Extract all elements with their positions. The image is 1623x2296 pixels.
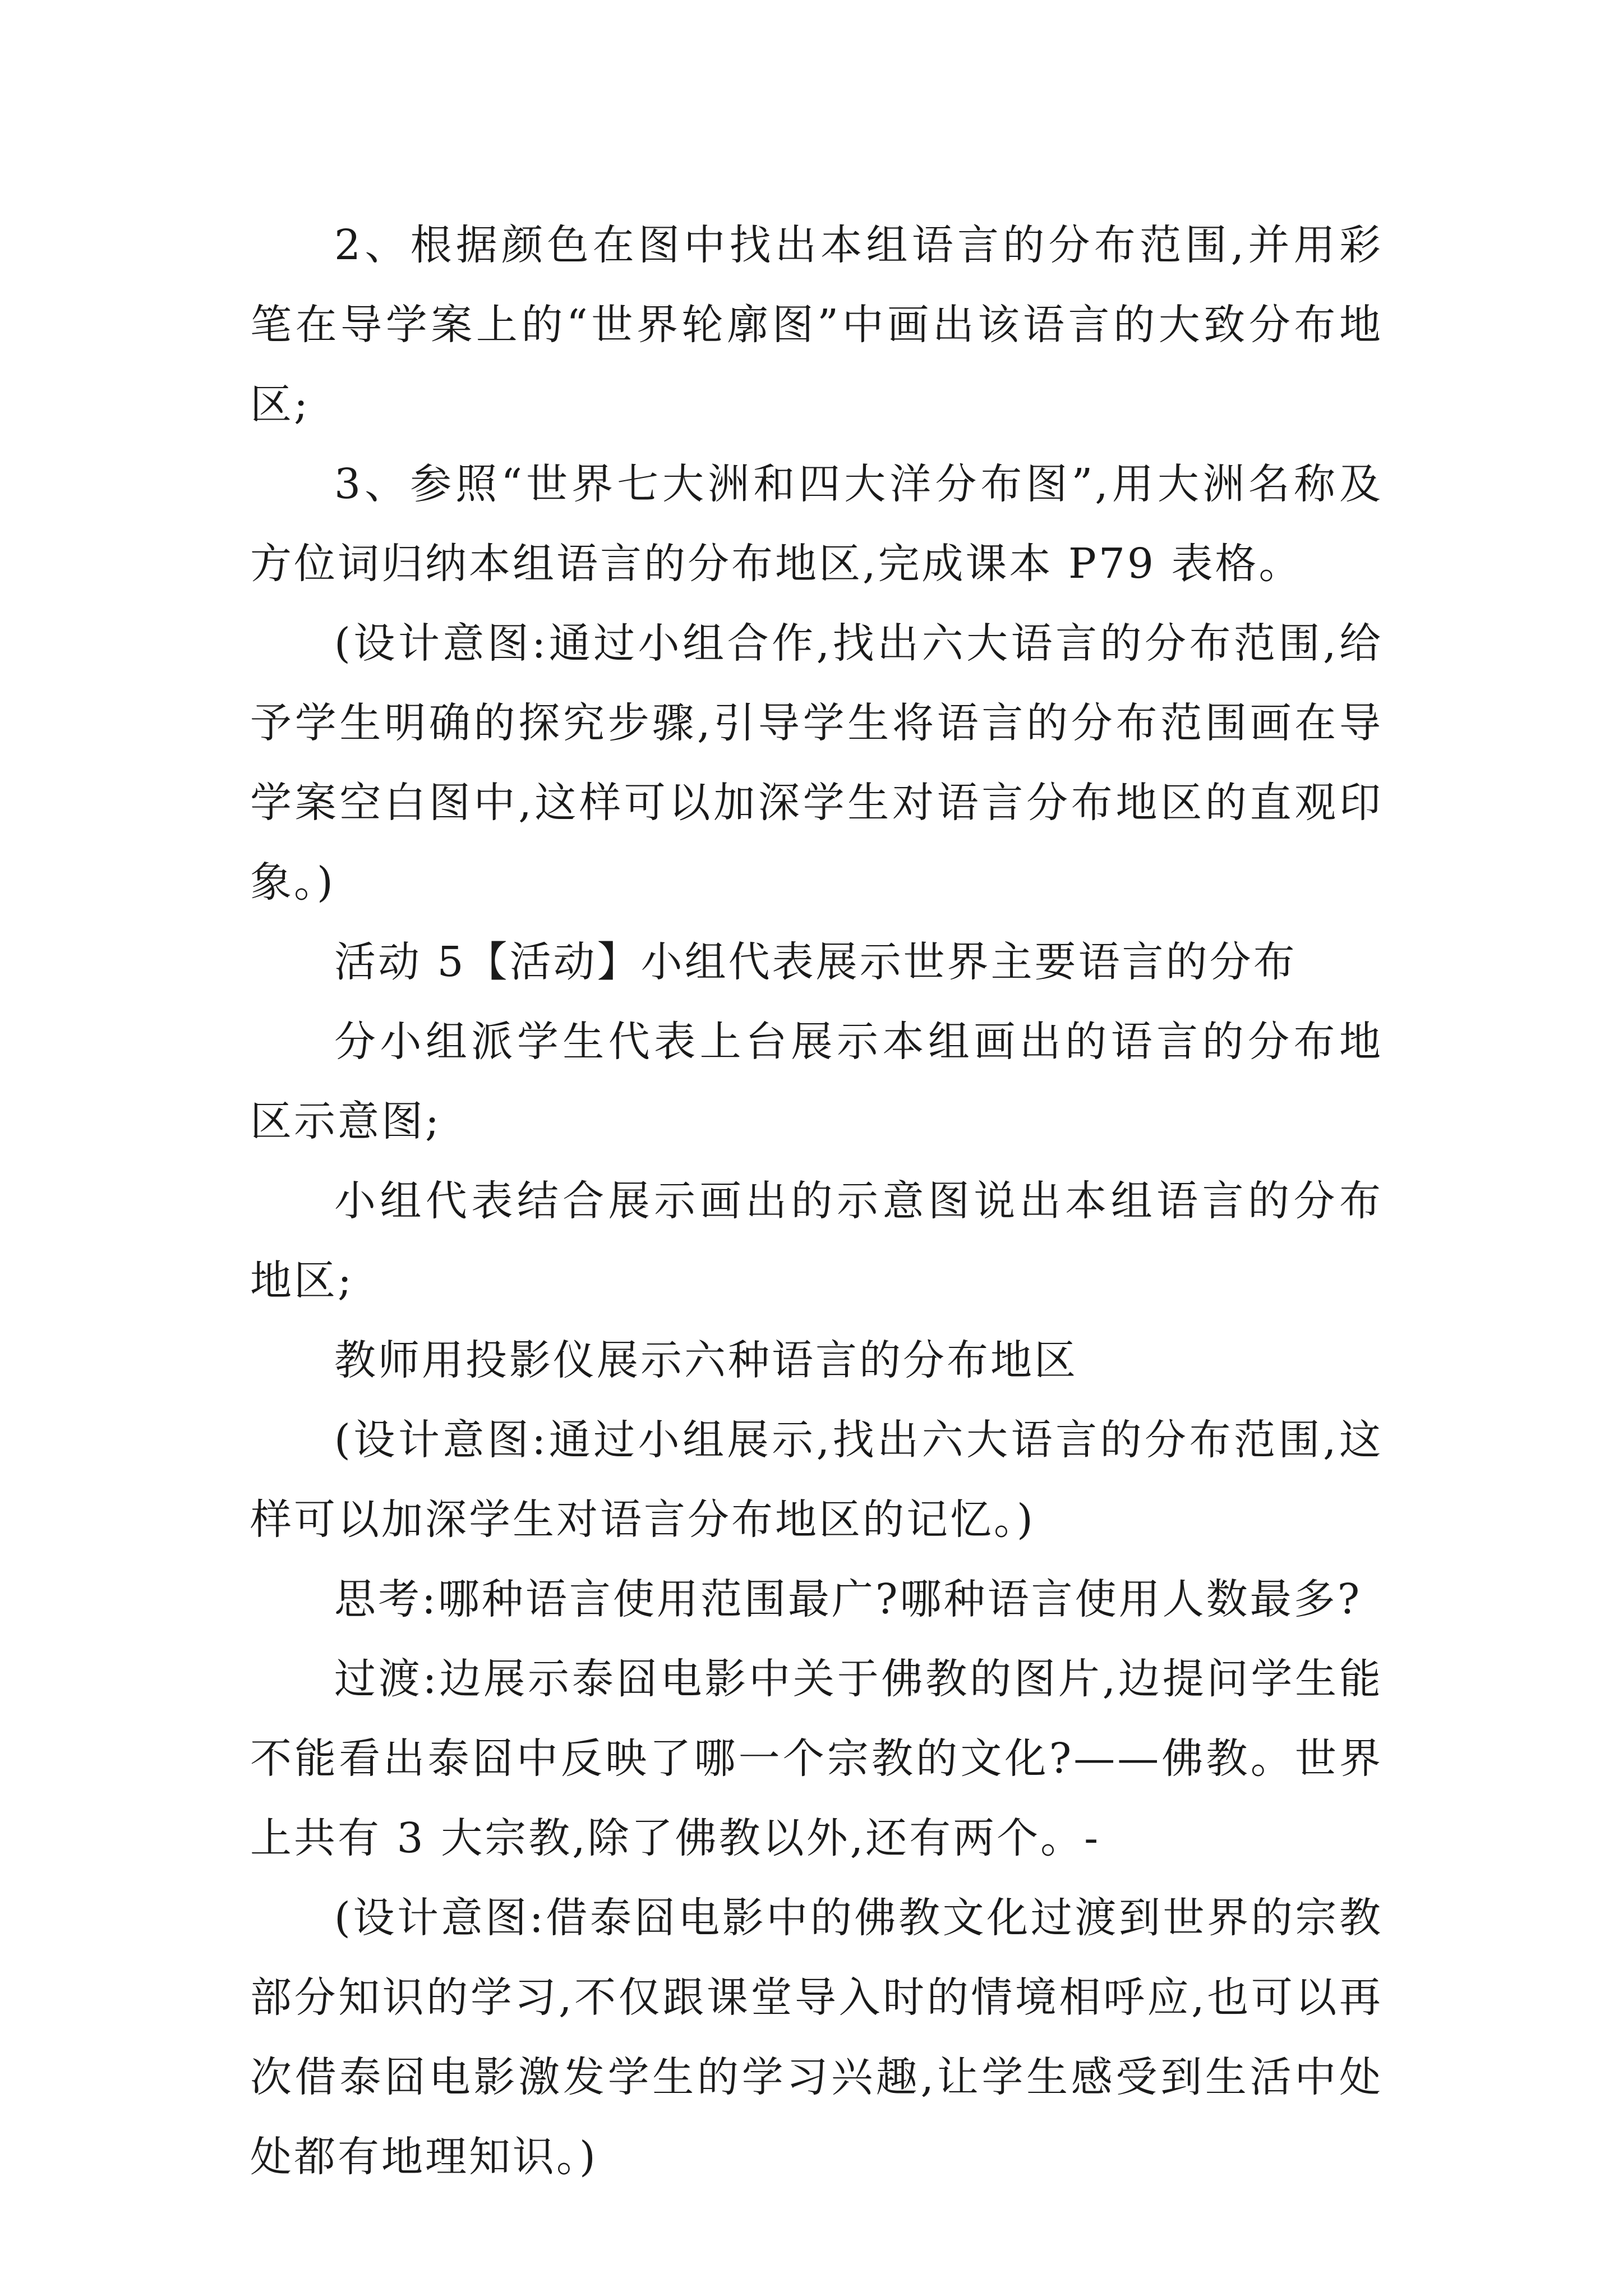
paragraph-transition: 过渡:边展示泰囧电影中关于佛教的图片,边提问学生能不能看出泰囧中反映了哪一个宗教的文化?——佛教。世界上共有 3 大宗教,除了佛教以外,还有两个。- <box>250 1655 1383 1862</box>
paragraph-teacher-projector: 教师用投影仪展示六种语言的分布地区 <box>334 1336 1078 1384</box>
paragraph-group-representative: 小组代表结合展示画出的示意图说出本组语言的分布地区; <box>250 1177 1383 1305</box>
paragraph-step-2: 2、根据颜色在图中找出本组语言的分布范围,并用彩笔在导学案上的“世界轮廓图”中画出该语言的大致分布地区; <box>250 221 1383 429</box>
paragraph-think-question: 思考:哪种语言使用范围最广?哪种语言使用人数最多? <box>334 1575 1362 1623</box>
paragraph-activity-5-heading: 活动 5【活动】小组代表展示世界主要语言的分布 <box>334 938 1297 986</box>
paragraph-group-present: 分小组派学生代表上台展示本组画出的语言的分布地区示意图; <box>250 1018 1383 1145</box>
paragraph-design-intent-3: (设计意图:借泰囧电影中的佛教文化过渡到世界的宗教部分知识的学习,不仅跟课堂导入时的情境相呼应,也可以再次借泰囧电影激发学生的学习兴趣,让学生感受到生活中处处都有地理知识。) <box>250 1894 1383 2181</box>
paragraph-design-intent-1: (设计意图:通过小组合作,找出六大语言的分布范围,给予学生明确的探究步骤,引导学生将语言的分布范围画在导学案空白图中,这样可以加深学生对语言分布地区的直观印象。) <box>250 619 1383 907</box>
paragraph-step-3: 3、参照“世界七大洲和四大洋分布图”,用大洲名称及方位词归纳本组语言的分布地区,完成课本 P79 表格。 <box>250 460 1383 588</box>
paragraph-design-intent-2: (设计意图:通过小组展示,找出六大语言的分布范围,这样可以加深学生对语言分布地区的记忆。) <box>250 1416 1383 1544</box>
document-body <box>250 205 1383 2197</box>
